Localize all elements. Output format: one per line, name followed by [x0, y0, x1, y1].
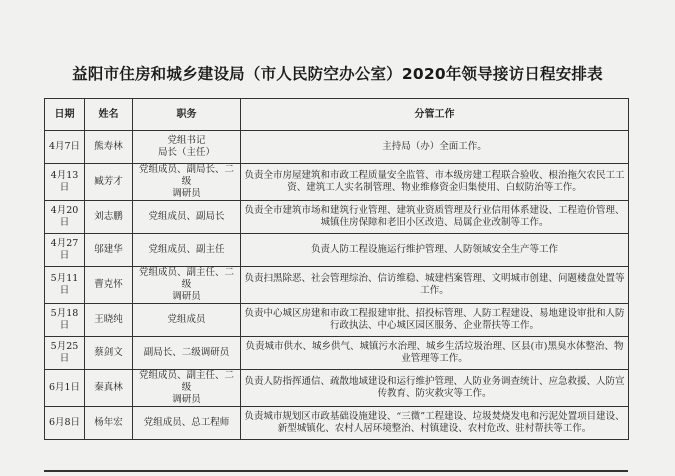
position-cell: [133, 234, 241, 267]
header-date: 日期: [45, 99, 85, 131]
duties-cell: 负责人防工程设施运行维护管理、人防领域安全生产等工作: [241, 234, 629, 267]
duties-cell: 负责扫黑除恶、社会管理综治、信访维稳、城建档案管理、文明城市创建、问题楼盘处置等工作。: [241, 267, 629, 304]
date-cell: 5月11日: [45, 267, 85, 304]
name-cell: 蔡剑文: [85, 337, 133, 370]
position-cell: [133, 337, 241, 370]
header-name: 姓名: [85, 99, 133, 131]
date-cell: 4月27日: [45, 234, 85, 267]
position-cell: [133, 201, 241, 234]
date-cell: 5月25日: [45, 337, 85, 370]
date-cell: 6月8日: [45, 407, 85, 440]
date-cell: 4月20日: [45, 201, 85, 234]
document-title: 益阳市住房和城乡建设局（市人民防空办公室）2020年领导接访日程安排表: [72, 65, 603, 83]
position-line: 局长（主任）: [157, 147, 215, 158]
duties-cell: 负责城市规划区市政基础设施建设、“三微”工程建设、垃圾焚烧发电和污泥处置项目建设、新型城镇化、农村人居环境整治、村镇建设、农村危改、驻村帮扶等工作。: [241, 407, 629, 440]
position-line: 党组成员、副主任: [148, 244, 225, 255]
position-line: 调研员: [172, 188, 201, 199]
table-header-row: [45, 99, 629, 131]
header-position: 职务: [133, 99, 241, 131]
duties-cell: 负责全市房屋建筑和市政工程质量安全监管、市本级房建工程联合验收、根治拖欠农民工工资、建筑工人实名制管理、物业维修资金归集使用、白蚁防治等工作。: [241, 164, 629, 201]
name-cell: 曹克怀: [85, 267, 133, 304]
name-cell: 刘志鹏: [85, 201, 133, 234]
table-bottom-border: [44, 470, 628, 472]
position-line: 调研员: [172, 291, 201, 302]
date-cell: 4月7日: [45, 131, 85, 164]
table-row: [45, 164, 629, 201]
table-row: [45, 234, 629, 267]
schedule-table: [44, 98, 629, 440]
duties-cell: 负责全市建筑市场和建筑行业管理、建筑业资质管理及行业信用体系建设、工程造价管理、城镇住房保障和老旧小区改造、局属企业改制等工作。: [241, 201, 629, 234]
position-line: 党组成员、总工程师: [143, 417, 230, 428]
table-row: [45, 337, 629, 370]
duties-cell: 负责城市供水、城乡供气、城镇污水治理、城乡生活垃圾治理、区县(市)黑臭水体整治、物业管理等工作。: [241, 337, 629, 370]
header-duties: 分管工作: [241, 99, 629, 131]
name-cell: 邬建华: [85, 234, 133, 267]
position-line: 副局长、二级调研员: [143, 347, 230, 358]
table-row: [45, 267, 629, 304]
position-cell: [133, 304, 241, 337]
position-line: 党组成员、副主任、二级: [138, 267, 234, 290]
table-row: [45, 131, 629, 164]
name-cell: 王晓纯: [85, 304, 133, 337]
name-cell: 臧芳才: [85, 164, 133, 201]
table-row: [45, 407, 629, 440]
name-cell: 秦真林: [85, 370, 133, 407]
date-cell: 6月1日: [45, 370, 85, 407]
position-cell: [133, 370, 241, 407]
duties-cell: 主持局（办）全面工作。: [241, 131, 629, 164]
table-row: [45, 370, 629, 407]
date-cell: 4月13日: [45, 164, 85, 201]
table-row: [45, 201, 629, 234]
position-cell: [133, 131, 241, 164]
position-cell: [133, 407, 241, 440]
position-cell: [133, 164, 241, 201]
name-cell: 杨年宏: [85, 407, 133, 440]
position-line: 调研员: [172, 394, 201, 405]
table-row: [45, 304, 629, 337]
position-line: 党组成员、副局长: [148, 211, 225, 222]
position-cell: [133, 267, 241, 304]
position-line: 党组成员、副局长、二级: [138, 164, 234, 187]
duties-cell: 负责人防指挥通信、疏散地域建设和运行维护管理、人防业务调查统计、应急救援、人防宣传教育、防灾救灾等工作。: [241, 370, 629, 407]
duties-cell: 负责中心城区房建和市政工程报建审批、招投标管理、人防工程建设、易地建设审批和人防行政执法、中心城区园区服务、企业帮扶等工作。: [241, 304, 629, 337]
name-cell: 熊寿林: [85, 131, 133, 164]
date-cell: 5月18日: [45, 304, 85, 337]
position-line: 党组书记: [167, 135, 206, 146]
position-line: 党组成员、副主任、二级: [138, 370, 234, 393]
position-line: 党组成员: [167, 314, 206, 325]
